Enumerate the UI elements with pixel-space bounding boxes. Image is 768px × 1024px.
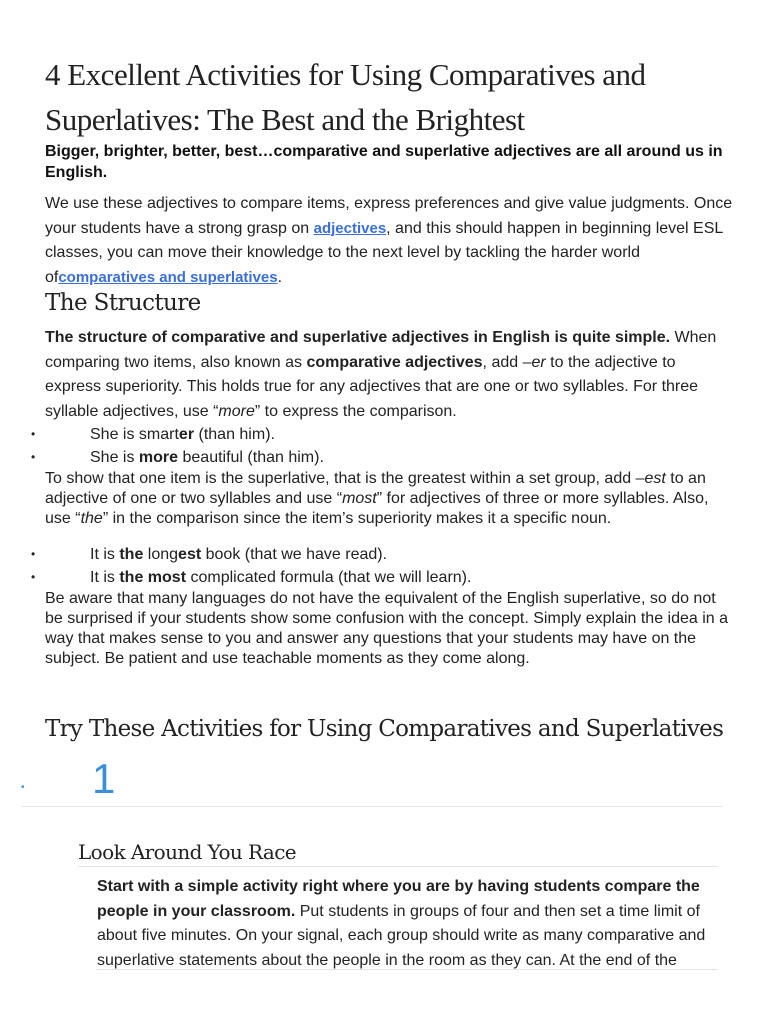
example-text [90, 423, 275, 446]
comparative-examples-list [0, 423, 740, 469]
structure-heading: The Structure [45, 290, 201, 316]
example-part: She is smart [90, 426, 179, 443]
example-bold: er [178, 426, 195, 443]
superlative-paragraph [45, 469, 735, 529]
example-part: She is [90, 449, 139, 466]
superlative-em-the: the [80, 510, 103, 527]
example-part: It is [90, 569, 120, 586]
activities-heading: Try These Activities for Using Comparatives and Superlatives [45, 716, 724, 742]
lead-paragraph: Bigger, brighter, better, best…comparative and superlative adjectives are all around us in English. [45, 143, 723, 181]
list-item [0, 423, 740, 446]
activity-text: Put students in groups of four and then set a time limit of about five minutes. On your signal, each group should write as many comparative and superlative statements about the people in the room as they can. At the end of the [97, 902, 706, 969]
example-part: (than him). [194, 426, 275, 443]
divider [22, 806, 722, 807]
activity-bullet-dot: • [21, 782, 25, 793]
structure-em-er: –er [522, 353, 546, 371]
structure-bold-intro: The structure of comparative and superlative adjectives in English is quite simple. [45, 329, 671, 346]
example-text [90, 446, 324, 469]
comparatives-superlatives-link[interactable]: comparatives and superlatives [58, 268, 278, 286]
superlative-text-1: To show that one item is the superlative, that is the greatest within a set group, add [45, 470, 636, 487]
example-text [90, 566, 471, 589]
example-bold: the most [119, 569, 187, 586]
divider [78, 866, 718, 867]
structure-text-3: to the adjective to express superiority. This holds true for any adjectives that are one or two syllables. For three syllable adjectives, use “ [45, 353, 699, 420]
structure-text-4: ” to express the comparison. [254, 402, 457, 420]
divider [97, 969, 718, 970]
example-part: It is [90, 546, 120, 563]
structure-text-1: When comparing two items, also known as [45, 329, 717, 371]
list-item [0, 543, 740, 566]
list-item [0, 566, 740, 589]
example-text [90, 543, 387, 566]
bullet-dot: • [31, 427, 36, 441]
intro-text-3: . [277, 268, 283, 286]
example-part: book (that we have read). [201, 546, 388, 563]
example-part: complicated formula (that we will learn). [186, 569, 472, 586]
superlative-em-most: most [342, 490, 377, 507]
activity-number: 1 [92, 755, 116, 802]
example-bold: the [119, 546, 144, 563]
example-part: beautiful (than him). [178, 449, 324, 466]
superlative-text-3: ” for adjectives of three or more syllables. Also, use “ [45, 490, 709, 527]
intro-text-2: , and this should happen in beginning level ESL classes, you can move their knowledge to the next level by tackling the harder world of [45, 219, 723, 286]
structure-text-2: , add [482, 353, 523, 371]
adjectives-link[interactable]: adjectives [313, 219, 387, 237]
superlative-examples-list [0, 543, 740, 589]
example-part: long [143, 546, 179, 563]
activity-title: Look Around You Race [78, 840, 297, 864]
superlative-text-4: ” in the comparison since the item’s superiority makes it a specific noun. [102, 510, 612, 527]
article-title: 4 Excellent Activities for Using Comparatives and Superlatives: The Best and the Brightest [45, 57, 646, 137]
superlative-text-2: to an adjective of one or two syllables and use “ [45, 470, 706, 507]
activity-description [97, 875, 725, 973]
intro-text-1: We use these adjectives to compare items, express preferences and give value judgments. Once your students have a strong grasp on [45, 195, 733, 237]
superlative-em-est: –est [635, 470, 666, 487]
intro-paragraph [45, 192, 735, 290]
closing-paragraph: Be aware that many languages do not have the equivalent of the English superlative, so do not be surprised if your students show some confusion with the concept. Simply explain the idea in a way that makes sense to you and answer any questions that your students may have on the subject. Be patient and use teachable moments as they come along. [45, 590, 729, 667]
bullet-dot: • [31, 450, 36, 464]
structure-paragraph [45, 326, 735, 424]
bullet-dot: • [31, 570, 36, 584]
structure-em-more: more [218, 402, 255, 420]
bullet-dot: • [31, 547, 36, 561]
example-bold: est [178, 546, 202, 563]
list-item [0, 446, 740, 469]
activity-bold-intro: Start with a simple activity right where you are by having students compare the people in your classroom. [97, 878, 700, 920]
structure-bold-term: comparative adjectives [306, 353, 483, 371]
example-bold: more [138, 449, 179, 466]
